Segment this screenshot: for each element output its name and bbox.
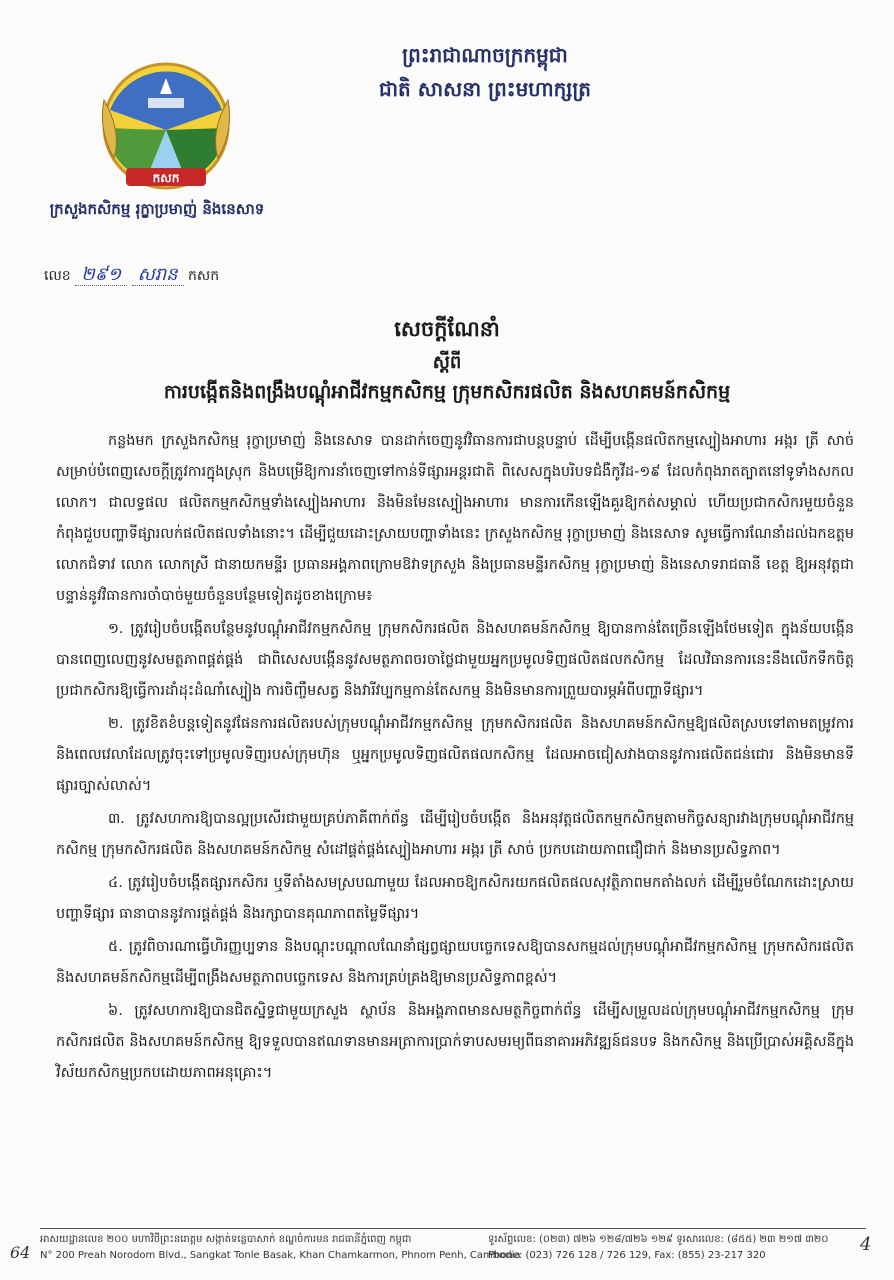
- intro-paragraph: កន្លងមក ក្រសួងកសិកម្ម រុក្ខាប្រមាញ់ និងនេសាទ បានដាក់ចេញនូវវិធានការជាបន្តបន្ទាប់ ដើម្បីបង្កើនផលិតកម្មស្បៀងអាហារ អង្ករ ត្រី សាច់សម្រាប់បំពេញសេចក្តីត្រូវការក្នុងស្រុក និងបម្រើឱ្យការនាំចេញទៅកាន់ទីផ្សារអន្តរជាតិ ពិសេសក្នុងបរិបទជំងឺកូវីដ-១៩ ដែលកំពុងរាតត្បាតនៅទូទាំងសកលលោក។ ជាលទ្ធផល ផលិតកម្មកសិកម្មទាំងស្បៀងអាហារ និងមិនមែនស្បៀងអាហារ មានការកើនឡើងគួរឱ្យកត់សម្គាល់ ហើយប្រជាកសិករមួយចំនួនកំពុងជួបបញ្ហាទីផ្សារលក់ផលិតផលទាំងនោះ។ ដើម្បីជួយដោះស្រាយបញ្ហាទាំងនេះ ក្រសួងកសិកម្ម រុក្ខាប្រមាញ់ និងនេសាទ សូមធ្វើការណែនាំដល់ឯកឧត្តម លោកជំទាវ លោក លោកស្រី ជានាយកមន្ទីរ ប្រធានអង្គភាពក្រោមឱវាទក្រសួង និងប្រធានមន្ទីរកសិកម្ម រុក្ខាប្រមាញ់ និងនេសាទរាជធានី ខេត្ត ឱ្យអនុវត្តជាបន្ទាន់នូវវិធានការចាំបាច់មួយចំនួនបន្ថែមទៀតដូចខាងក្រោម៖: [56, 433, 854, 604]
- ref-suffix-1: សរាន: [132, 264, 184, 286]
- footer-address-km: អាសយដ្ឋានលេខ ២០០ មហាវិថីព្រះនរោត្តម សង្កាត់ទន្លេបាសាក់ ខណ្ឌចំការមន រាជធានីភ្នំពេញ កម្ពុជា: [40, 1234, 412, 1245]
- emblem-label: កសក: [152, 171, 180, 185]
- list-item-6: ៦. ត្រូវសហការឱ្យបានជិតស្និទ្ធជាមួយក្រសួង ស្ថាប័ន និងអង្គភាពមានសមត្ថកិច្ចពាក់ព័ន្ធ ដើម្បីសម្រួលដល់ក្រុមបណ្តុំអាជីវកម្មកសិកម្ម ក្រុមកសិករផលិត និងសហគមន៍កសិកម្ម ឱ្យទទួលបានឥណទានមានអត្រាការប្រាក់ទាបសមរម្យពីធនាគារអភិវឌ្ឍន៍ជនបទ និងកសិកម្ម និងប្រើប្រាស់អគ្គិសនីក្នុងវិស័យកសិកម្មប្រកបដោយភាពអនុគ្រោះ។: [56, 1003, 854, 1081]
- handwritten-mark-left: 64: [10, 1243, 31, 1262]
- document-subtitle: ស្តីពី: [432, 352, 462, 373]
- footer-phone-en: Phone: (023) 726 128 / 726 129, Fax: (855) 23-217 320: [488, 1250, 766, 1261]
- footer-phone-km: ទូរស័ព្ទលេខ: (០២៣) ៧២៦ ១២៨/៧២៦ ១២៩ ទូរសារលេខ: (៨៥៥) ២៣ ២១៧ ៣២០: [488, 1234, 829, 1245]
- footer-address-en: N° 200 Preah Norodom Blvd., Sangkat Tonle Basak, Khan Chamkarmon, Phnom Penh, Cambodia: [40, 1250, 521, 1261]
- list-item-3: ៣. ត្រូវសហការឱ្យបានល្អប្រសើរជាមួយគ្រប់ភាគីពាក់ព័ន្ធ ដើម្បីរៀបចំបង្កើត និងអនុវត្តផលិតកម្មកសិកម្មតាមកិច្ចសន្យារវាងក្រុមបណ្តុំអាជីវកម្មកសិកម្ម ក្រុមកសិករផលិត និងសហគមន៍កសិកម្ម សំដៅផ្គត់ផ្គង់ស្បៀងអាហារ អង្ករ ត្រី សាច់ ប្រកបដោយភាពជឿជាក់ និងមានប្រសិទ្ធភាព។: [56, 811, 854, 858]
- ref-prefix: លេខ: [44, 268, 71, 284]
- list-item-4: ៤. ត្រូវរៀបចំបង្កើតផ្សារកសិករ ឬទីតាំងសមស្របណាមួយ ដែលអាចឱ្យកសិករយកផលិតផលសុវត្ថិភាពមកតាំងលក់ ដើម្បីរួមចំណែកដោះស្រាយបញ្ហាទីផ្សារ ធានាបាននូវការផ្គត់ផ្គង់ និងរក្សាបានគុណភាពតម្លៃទីផ្សារ។: [56, 875, 854, 922]
- ministry-emblem: [86, 60, 246, 200]
- footer-address: [40, 1232, 521, 1264]
- kingdom-line-1: ព្រះរាជាណាចក្រកម្ពុជា: [402, 43, 568, 67]
- reference-number: [44, 262, 219, 289]
- list-item-5: ៥. ត្រូវពិចារណាធ្វើហិរញ្ញប្បទាន និងបណ្តុះបណ្តាលណែនាំផ្សព្វផ្សាយបច្ចេកទេសឱ្យបានសកម្មដល់ក្រុមបណ្តុំអាជីវកម្មកសិកម្ម ក្រុមកសិករផលិត និងសហគមន៍កសិកម្មដើម្បីពង្រឹងសមត្ថភាពបច្ចេកទេស និងការគ្រប់គ្រងឱ្យមានប្រសិទ្ធភាពខ្ពស់។: [56, 939, 854, 986]
- ref-number: ២៩១: [75, 264, 127, 286]
- kingdom-line-2: ជាតិ សាសនា ព្រះមហាក្សត្រ: [379, 77, 591, 101]
- ref-suffix-2: កសក: [188, 268, 220, 284]
- document-title: សេចក្តីណែនាំ: [394, 317, 500, 341]
- kingdom-heading: [300, 38, 670, 106]
- footer-divider: [40, 1228, 866, 1229]
- list-item-1: ១. ត្រូវរៀបចំបង្កើតបន្ថែមនូវបណ្តុំអាជីវកម្មកសិកម្ម ក្រុមកសិករផលិត និងសហគមន៍កសិកម្ម ឱ្យបានកាន់តែច្រើនឡើងថែមទៀត ក្នុងន័យបង្កើនបានពេញលេញនូវសមត្ថភាពផ្គត់ផ្គង់ ជាពិសេសបង្កើននូវសមត្ថភាពចរចាថ្លៃជាមួយអ្នកប្រមូលទិញផលិតផលកសិកម្ម ដែលវិធានការនេះនឹងលើកទឹកចិត្តប្រជាកសិករឱ្យធ្វើការដាំដុះដំណាំស្បៀង ការចិញ្ចឹមសត្វ និងវារីវប្បកម្មកាន់តែសកម្ម និងមិនមានការព្រួយបារម្ភអំពីបញ្ហាទីផ្សារ។: [56, 621, 854, 699]
- document-topic: ការបង្កើតនិងពង្រឹងបណ្តុំអាជីវកម្មកសិកម្ម ក្រុមកសិករផលិត និងសហគមន៍កសិកម្ម: [163, 381, 731, 403]
- footer-contact: [488, 1232, 828, 1264]
- list-item-2: ២. ត្រូវខិតខំបន្តទៀតនូវផែនការផលិតរបស់ក្រុមបណ្តុំអាជីវកម្មកសិកម្ម ក្រុមកសិករផលិត និងសហគមន៍កសិកម្មឱ្យផលិតស្របទៅតាមតម្រូវការ និងពេលវេលាដែលត្រូវចុះទៅប្រមូលទិញរបស់ក្រុមហ៊ុន ឬអ្នកប្រមូលទិញផលិតផលកសិកម្ម ដែលអាចជៀសវាងបាននូវការផលិតជន់ជោរ និងមិនមានទីផ្សារច្បាស់លាស់។: [56, 716, 854, 794]
- handwritten-mark-right: 4: [860, 1234, 872, 1255]
- ministry-name: ក្រសួងកសិកម្ម រុក្ខាប្រមាញ់ និងនេសាទ: [49, 200, 265, 218]
- document-body: [56, 426, 854, 1091]
